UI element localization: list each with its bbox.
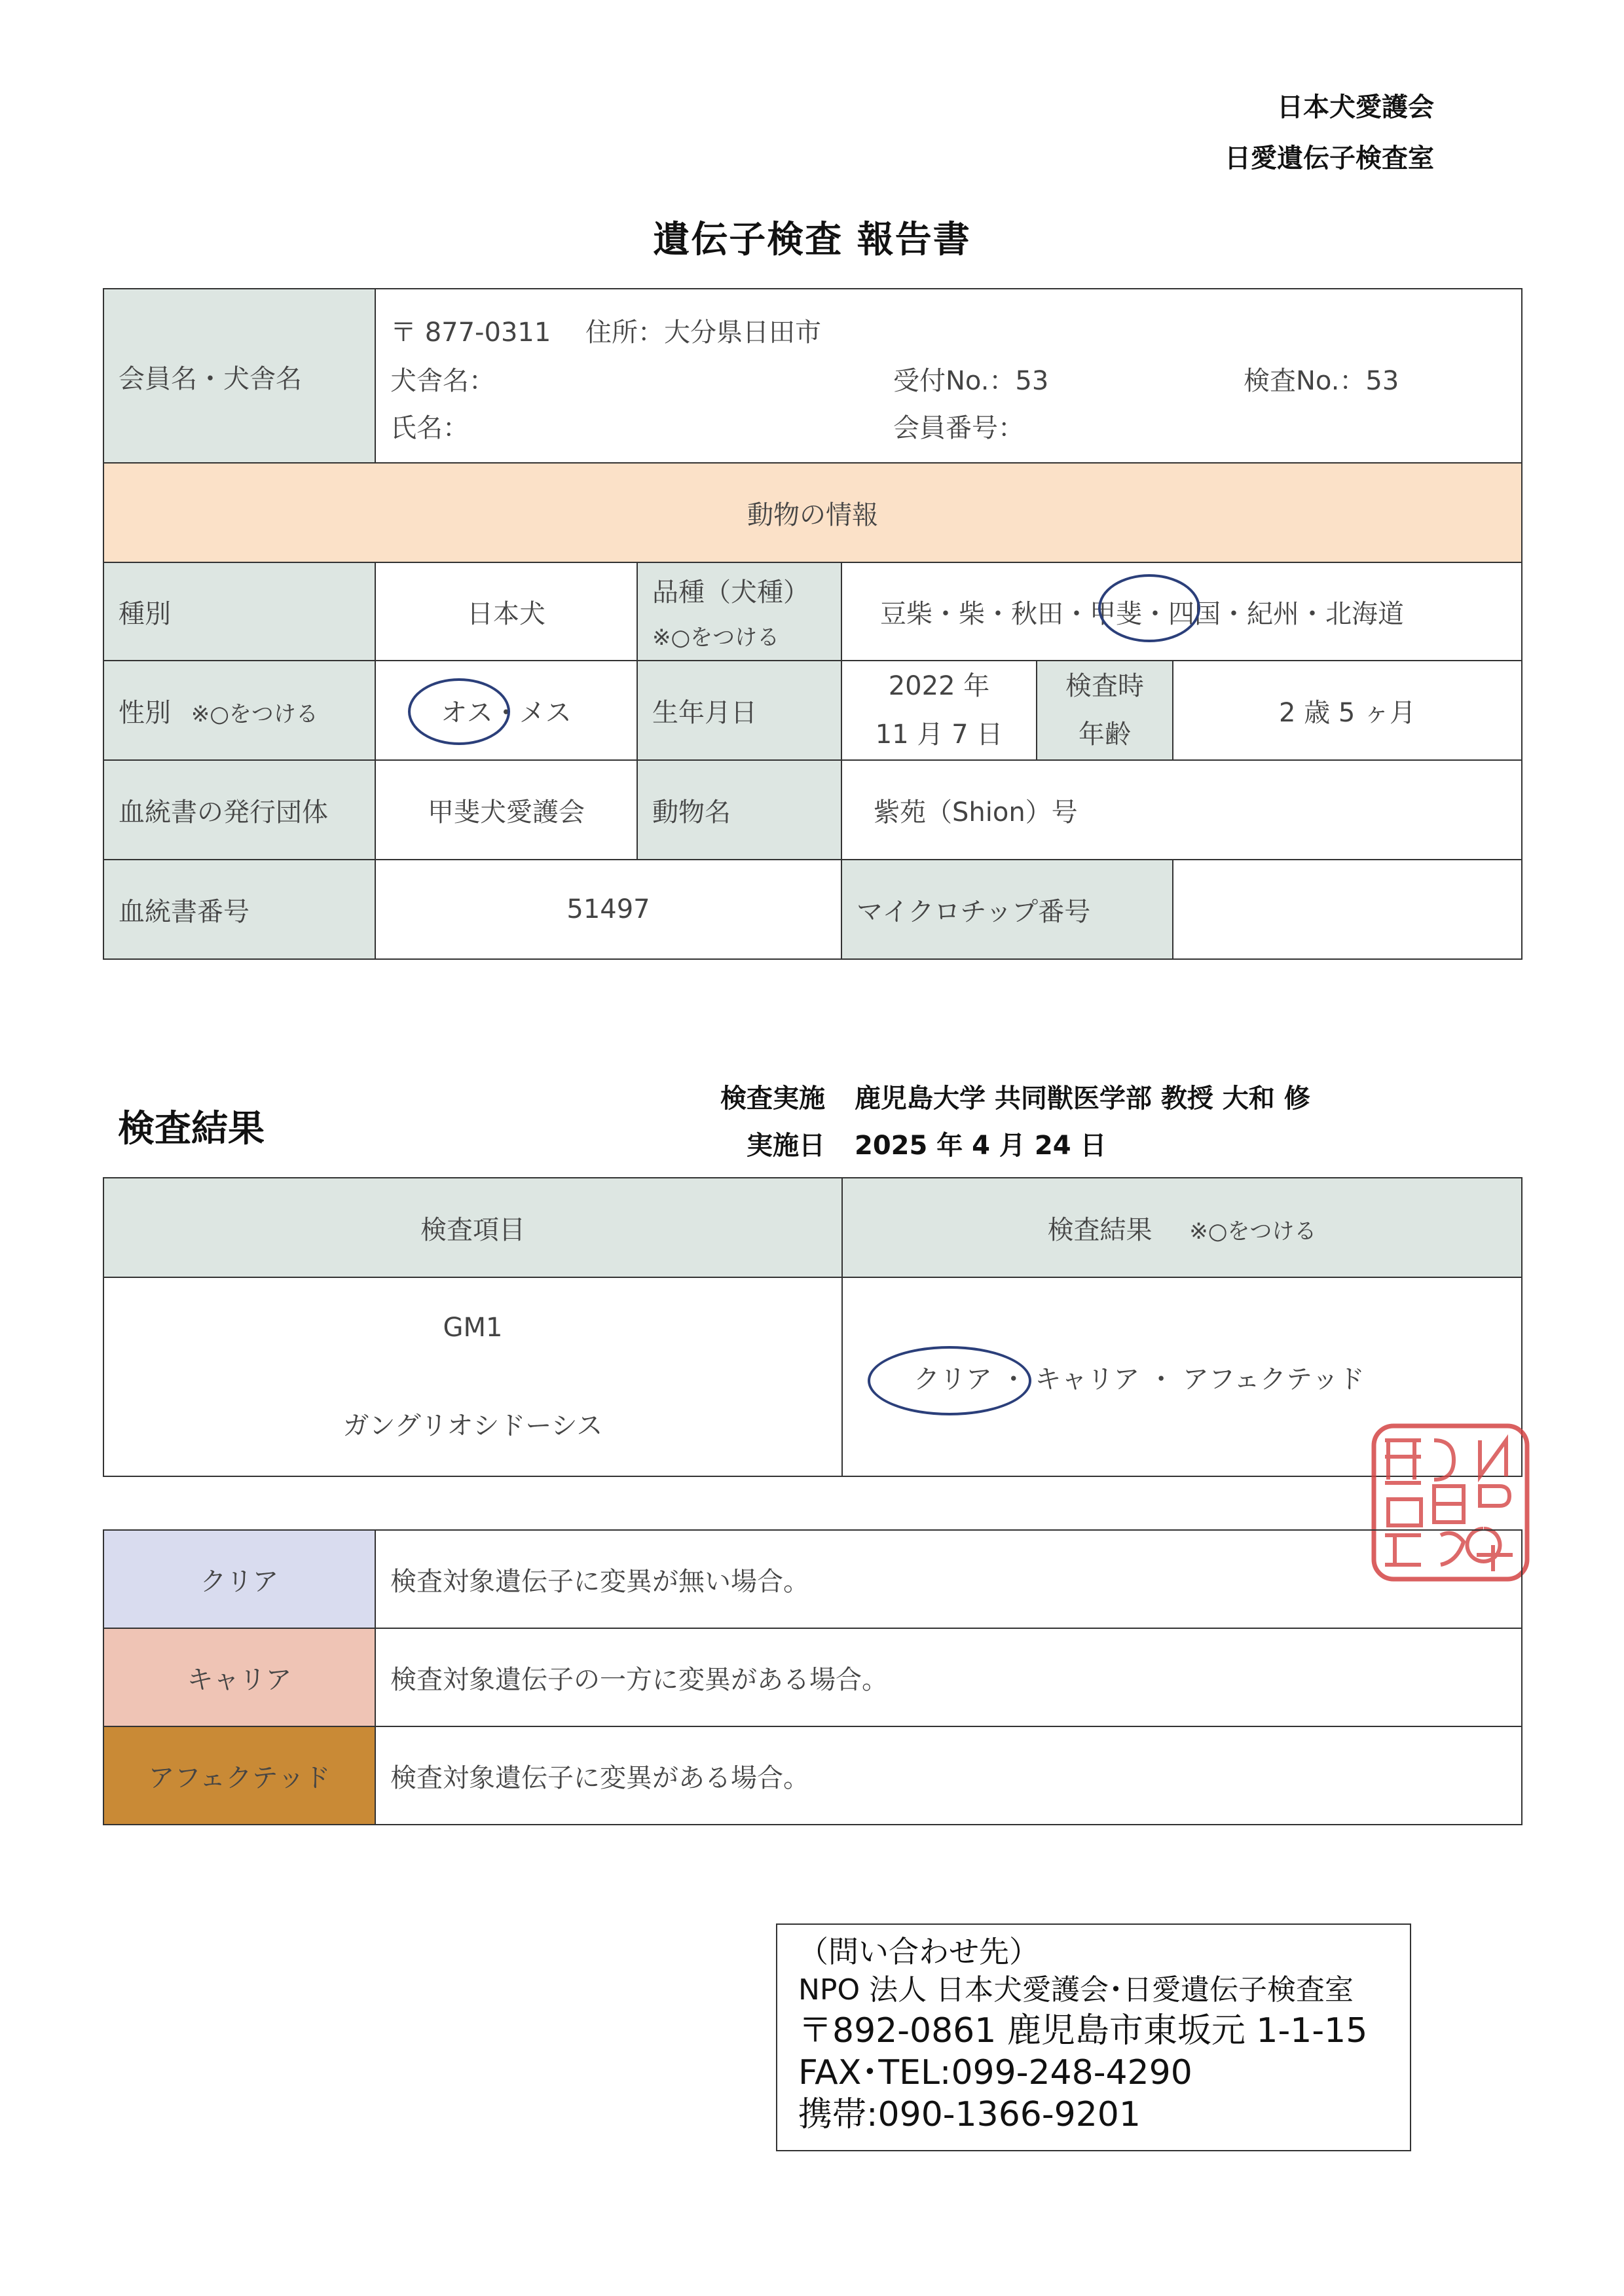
breed-label-cell <box>637 562 841 661</box>
member-label: 会員名・犬舎名 <box>103 289 375 464</box>
col-test-result-cell <box>842 1178 1522 1277</box>
contact-fax-tel: FAX･TEL:099-248-4290 <box>798 2053 1192 2092</box>
legend-affected-label: アフェクテッド <box>103 1726 375 1825</box>
results-table <box>103 1177 1522 1477</box>
legend-carrier-desc: 検査対象遺伝子の一方に変異がある場合。 <box>375 1628 1522 1726</box>
org-name: 日本犬愛護会 <box>1277 92 1434 122</box>
pedigree-number-label: 血統書番号 <box>103 860 375 959</box>
birth-day: 11 月 7 日 <box>875 720 1003 750</box>
lab-name: 日愛遺伝子検査室 <box>1225 143 1434 173</box>
test-item-code: GM1 <box>443 1313 503 1343</box>
contact-box <box>776 1923 1411 2151</box>
contact-mobile: 携帯:090-1366-9201 <box>798 2095 1141 2134</box>
member-info <box>375 289 1522 464</box>
breed-note: ※○をつける <box>652 625 780 651</box>
contact-org: NPO 法人 日本犬愛護会･日愛遺伝子検査室 <box>798 1973 1354 2007</box>
col-test-item: 検査項目 <box>103 1178 842 1277</box>
birth-year: 2022 年 <box>888 671 990 701</box>
col-test-result: 検査結果 <box>1047 1214 1153 1245</box>
microchip-label: マイクロチップ番号 <box>841 860 1173 959</box>
member-number-label: 会員番号： <box>893 413 1024 443</box>
postal-code: 〒 877-0311 <box>390 318 551 348</box>
kennel-label: 犬舎名： <box>390 366 495 396</box>
registry-org-value: 甲斐犬愛護会 <box>375 760 637 860</box>
sex-selection-circle <box>408 678 510 745</box>
performer-label: 検査実施 <box>720 1084 825 1114</box>
breed-options: 豆柴・柴・秋田・甲斐・四国・紀州・北海道 <box>880 598 1404 629</box>
owner-name-label: 氏名： <box>390 413 469 443</box>
birth-value-cell <box>841 661 1037 760</box>
result-selection-circle <box>868 1346 1031 1415</box>
sex-options: オス・メス <box>441 697 572 728</box>
animal-table <box>103 462 1522 960</box>
age-label-cell <box>1037 661 1173 760</box>
registry-org-label: 血統書の発行団体 <box>103 760 375 860</box>
breed-label: 品種（犬種） <box>652 577 809 608</box>
exam-number: 検査No.：53 <box>1244 366 1399 396</box>
legend-affected-desc: 検査対象遺伝子に変異がある場合。 <box>375 1726 1522 1825</box>
age-label-1: 検査時 <box>1065 671 1144 701</box>
contact-heading: （問い合わせ先） <box>798 1934 1039 1969</box>
sex-label: 性別 <box>119 697 171 728</box>
test-result-options: クリア ・ キャリア ・ アフェクテッド <box>913 1364 1365 1394</box>
age-label-2: 年齢 <box>1079 720 1131 750</box>
breed-selection-circle <box>1098 574 1200 642</box>
legend-clear-label: クリア <box>103 1530 375 1628</box>
date-label: 実施日 <box>747 1131 825 1161</box>
microchip-value <box>1173 860 1522 959</box>
receipt-number: 受付No.：53 <box>893 366 1049 396</box>
dog-name-label: 動物名 <box>637 760 841 860</box>
legend-clear-desc: 検査対象遺伝子に変異が無い場合。 <box>375 1530 1522 1628</box>
species-label: 種別 <box>103 562 375 661</box>
results-heading: 検査結果 <box>118 1108 265 1150</box>
age-value: 2 歳 5 ヶ月 <box>1173 661 1522 760</box>
test-item-cell <box>103 1277 842 1476</box>
performer-value: 鹿児島大学 共同獣医学部 教授 大和 修 <box>855 1084 1310 1114</box>
col-test-result-note: ※○をつける <box>1189 1218 1317 1245</box>
date-value: 2025 年 4 月 24 日 <box>855 1131 1107 1161</box>
member-table <box>103 288 1522 465</box>
species-value: 日本犬 <box>375 562 637 661</box>
birth-label: 生年月日 <box>637 661 841 760</box>
page-title: 遺伝子検査 報告書 <box>653 219 971 261</box>
test-item-name: ガングリオシドーシス <box>342 1411 603 1441</box>
animal-section-title: 動物の情報 <box>103 463 1522 562</box>
legend-table <box>103 1529 1522 1825</box>
legend-carrier-label: キャリア <box>103 1628 375 1726</box>
pedigree-number-value: 51497 <box>375 860 841 959</box>
address: 住所：大分県日田市 <box>585 318 821 348</box>
contact-address: 〒892-0861 鹿児島市東坂元 1-1-15 <box>798 2011 1368 2050</box>
sex-note: ※○をつける <box>191 701 318 727</box>
dog-name-value: 紫苑（Shion）号 <box>841 760 1522 860</box>
sex-label-cell <box>103 661 375 760</box>
